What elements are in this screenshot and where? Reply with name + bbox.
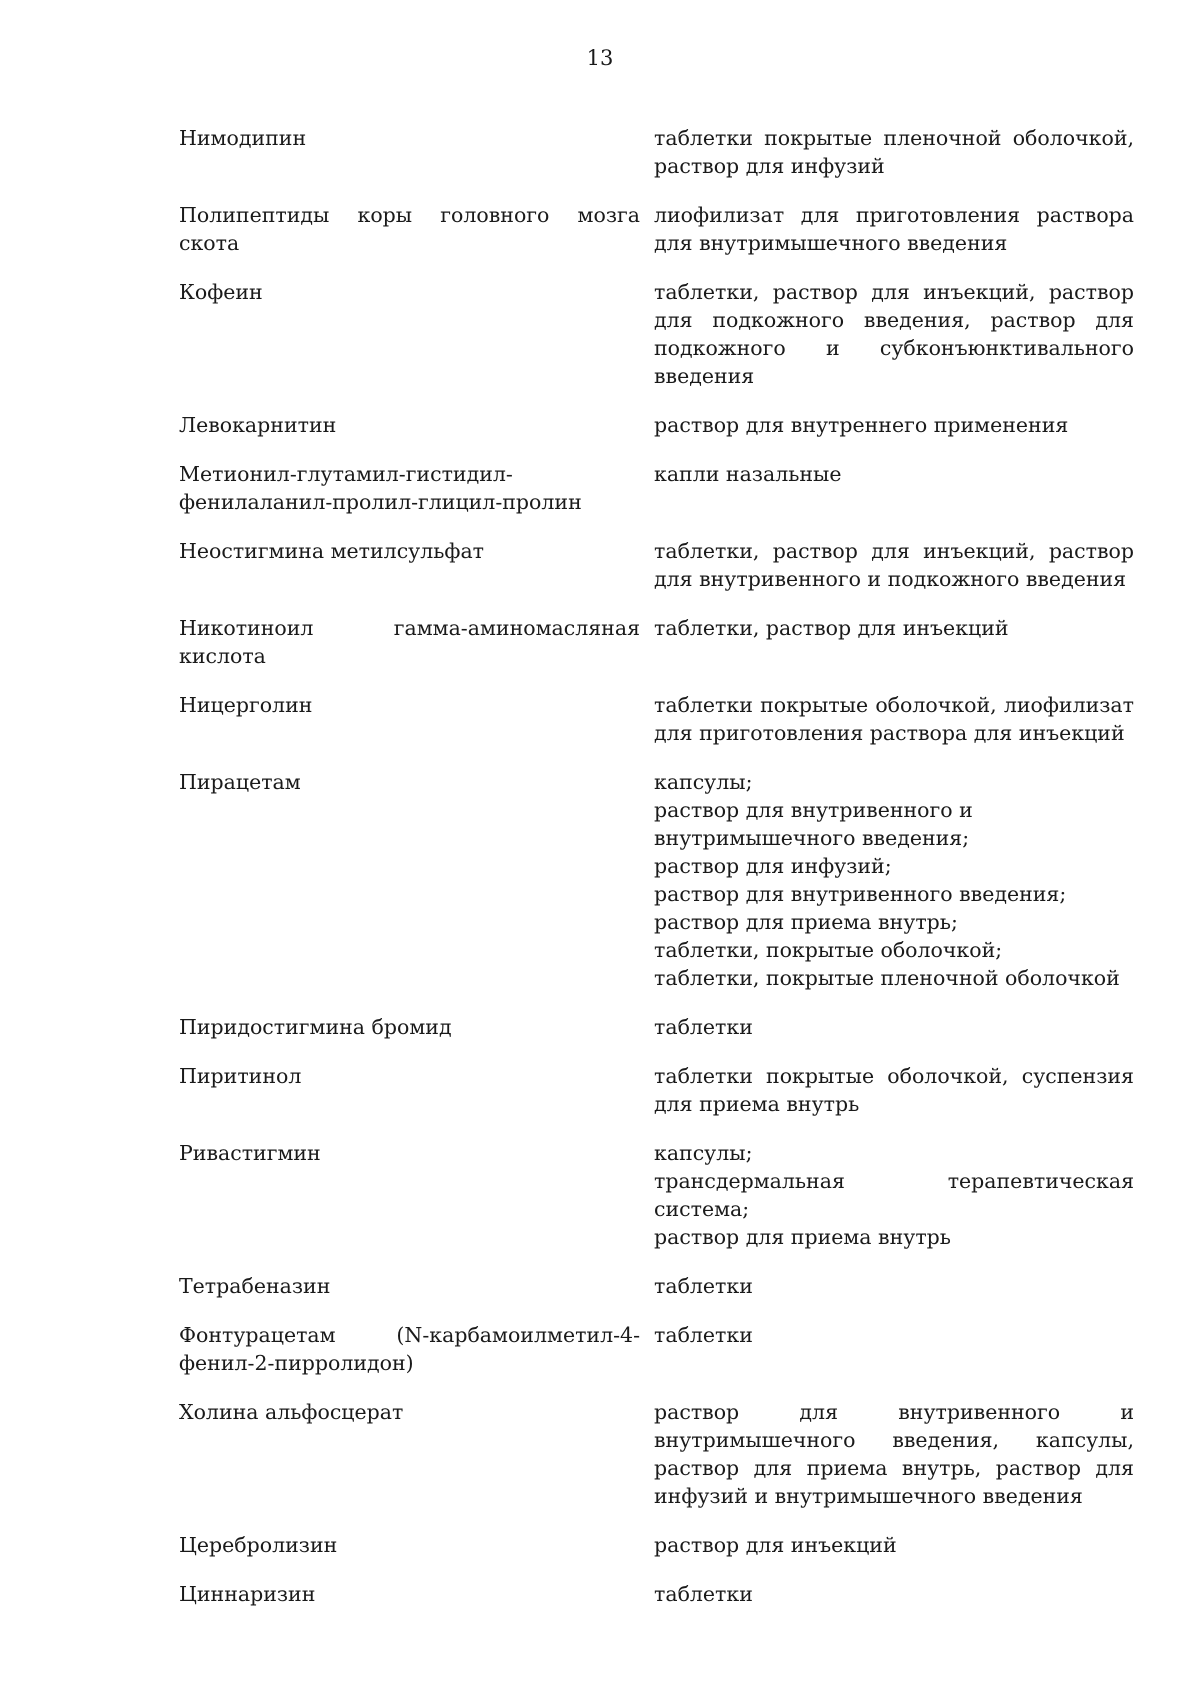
dosage-form: таблетки	[654, 1582, 753, 1606]
list-item	[179, 411, 1134, 439]
dosage-form: таблетки	[654, 1015, 753, 1039]
dosage-form: таблетки, раствор для инъекций, раствор для подкожного введения, раствор для подкожного и субконъюнктивального введения	[654, 280, 1134, 388]
list-item	[179, 1580, 1134, 1608]
list-item	[179, 768, 1134, 992]
dosage-form: таблетки, раствор для инъекций, раствор для внутривенного и подкожного введения	[654, 539, 1134, 591]
drug-name: Полипептиды коры головного мозга скота	[179, 203, 640, 255]
dosage-form-line: раствор для приема внутрь;	[654, 910, 958, 934]
list-item	[179, 691, 1134, 747]
drug-name: Левокарнитин	[179, 413, 337, 437]
drug-name: Кофеин	[179, 280, 263, 304]
dosage-form-line: капсулы;	[654, 1141, 753, 1165]
dosage-form: раствор для внутреннего применения	[654, 413, 1069, 437]
dosage-form-line: раствор для внутривенного введения;	[654, 882, 1067, 906]
dosage-form: таблетки покрытые пленочной оболочкой, раствор для инфузий	[654, 126, 1134, 178]
dosage-form: лиофилизат для приготовления раствора для внутримышечного введения	[654, 203, 1134, 255]
list-item	[179, 1013, 1134, 1041]
dosage-form-list	[654, 1139, 1134, 1251]
drug-name: Фонтурацетам (N-карбамоилметил-4-фенил-2-пирролидон)	[179, 1323, 640, 1375]
drug-name: Неостигмина метилсульфат	[179, 539, 485, 563]
list-item	[179, 1139, 1134, 1251]
drug-name: Пиридостигмина бромид	[179, 1015, 452, 1039]
drug-name: Метионил-глутамил-гистидил-фенилаланил-пролил-глицил-пролин	[179, 462, 582, 514]
drug-list	[179, 124, 1134, 1608]
list-item	[179, 537, 1134, 593]
dosage-form: таблетки, раствор для инъекций	[654, 616, 1009, 640]
drug-name: Ривастигмин	[179, 1141, 321, 1165]
dosage-form-line: раствор для приема внутрь	[654, 1225, 951, 1249]
drug-name: Циннаризин	[179, 1582, 316, 1606]
dosage-form: таблетки	[654, 1323, 753, 1347]
drug-name: Тетрабеназин	[179, 1274, 331, 1298]
list-item	[179, 124, 1134, 180]
list-item	[179, 278, 1134, 390]
list-item	[179, 1321, 1134, 1377]
drug-name: Пирацетам	[179, 770, 301, 794]
dosage-form: капли назальные	[654, 462, 842, 486]
list-item	[179, 1398, 1134, 1510]
drug-name: Холина альфосцерат	[179, 1400, 404, 1424]
dosage-form: раствор для внутривенного и внутримышечного введения, капсулы, раствор для приема внутрь, раствор для инфузий и внутримышечного введения	[654, 1400, 1134, 1508]
dosage-form-line: трансдермальная терапевтическая система;	[654, 1169, 1134, 1221]
drug-name: Ницерголин	[179, 693, 313, 717]
list-item	[179, 1062, 1134, 1118]
dosage-form: раствор для инъекций	[654, 1533, 897, 1557]
dosage-form: таблетки покрытые оболочкой, суспензия для приема внутрь	[654, 1064, 1134, 1116]
dosage-form-line: внутримышечного введения;	[654, 826, 970, 850]
dosage-form-line: раствор для инфузий;	[654, 854, 892, 878]
drug-name: Церебролизин	[179, 1533, 338, 1557]
dosage-form-list	[654, 768, 1134, 992]
list-item	[179, 1531, 1134, 1559]
dosage-form-line: капсулы;	[654, 770, 753, 794]
dosage-form-line: таблетки, покрытые пленочной оболочкой	[654, 966, 1120, 990]
dosage-form: таблетки	[654, 1274, 753, 1298]
dosage-form: таблетки покрытые оболочкой, лиофилизат для приготовления раствора для инъекций	[654, 693, 1134, 745]
list-item	[179, 460, 1134, 516]
list-item	[179, 614, 1134, 670]
drug-name: Никотиноил гамма-аминомасляная кислота	[179, 616, 640, 668]
drug-name: Нимодипин	[179, 126, 307, 150]
dosage-form-line: раствор для внутривенного и	[654, 798, 973, 822]
list-item	[179, 201, 1134, 257]
list-item	[179, 1272, 1134, 1300]
drug-name: Пиритинол	[179, 1064, 302, 1088]
page-number: 13	[586, 46, 614, 70]
dosage-form-line: таблетки, покрытые оболочкой;	[654, 938, 1003, 962]
